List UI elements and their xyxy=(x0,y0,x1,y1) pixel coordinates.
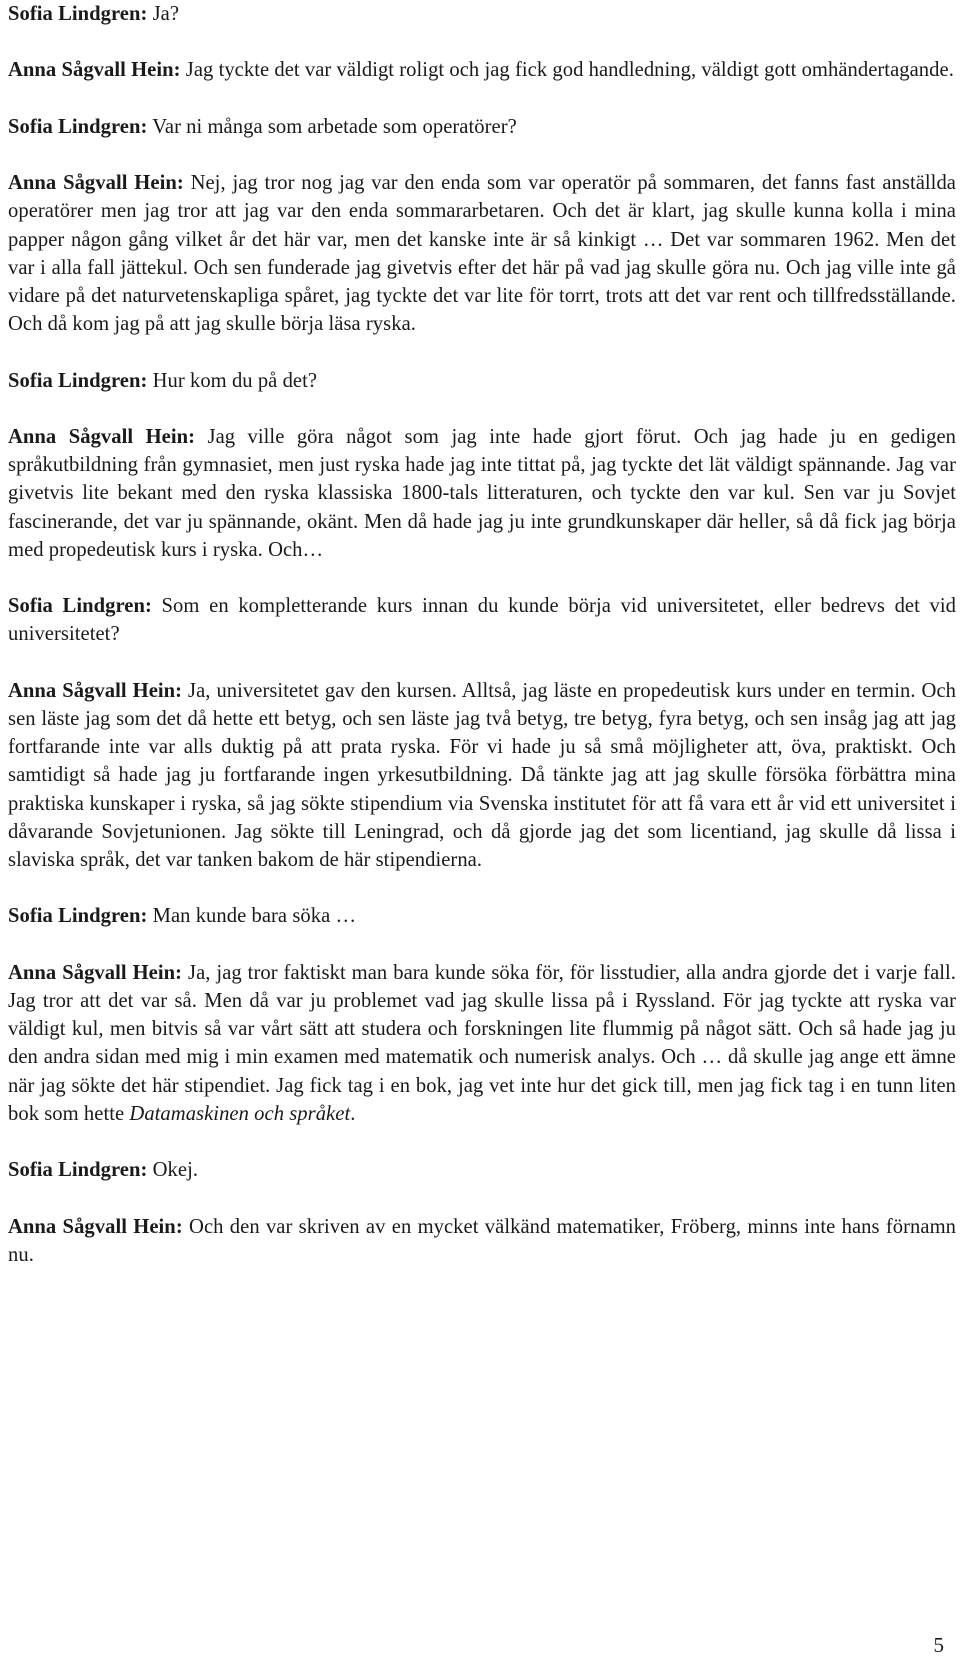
speaker-name: Sofia Lindgren: xyxy=(8,905,148,928)
speaker-name: Sofia Lindgren: xyxy=(8,369,148,392)
speaker-name: Anna Sågvall Hein: xyxy=(8,961,183,984)
utterance-text: Nej, jag tror nog jag var den enda som var operatör på sommaren, det fanns fast anställda operatörer men jag tror att jag var den enda sommararbetaren. Och det är klart, jag skulle kunna kolla i mina papper någon gång vilket år det här var, men det kanske inte är så kinkigt … Det var sommaren 1962. Men det var i alla fall jättekul. Och sen funderade jag givetvis efter det här på vad jag skulle göra nu. Och jag ville inte gå vidare på det naturvetenskapliga spåret, jag tyckte det var lite för torrt, trots att det var rent och tillfredsställande. Och då kom jag på att jag skulle börja läsa ryska. xyxy=(8,172,956,336)
utterance-text: Ja? xyxy=(152,3,180,25)
speaker-name: Sofia Lindgren: xyxy=(8,1159,148,1182)
utterance-text: Som en kompletterande kurs innan du kunde börja vid universitetet, eller bedrevs det vid universitetet? xyxy=(8,595,957,646)
dialogue-turn xyxy=(8,169,956,338)
speaker-name: Sofia Lindgren: xyxy=(8,595,152,618)
page-number: 5 xyxy=(933,1633,944,1657)
speaker-name: Anna Sågvall Hein: xyxy=(8,172,184,195)
utterance-text: Var ni många som arbetade som operatörer? xyxy=(152,115,517,138)
speaker-name: Sofia Lindgren: xyxy=(8,3,148,25)
dialogue-turn xyxy=(8,592,956,648)
dialogue-turn xyxy=(8,56,956,84)
dialogue-turn xyxy=(8,677,956,874)
utterance-text-end: . xyxy=(350,1102,356,1125)
dialogue-turn xyxy=(8,959,956,1128)
utterance-text: Och den var skriven av en mycket välkänd matematiker, Fröberg, minns inte hans förnamn nu. xyxy=(8,1215,956,1266)
dialogue-turn xyxy=(8,0,956,28)
utterance-text: Jag tyckte det var väldigt roligt och jag fick god handledning, väldigt gott omhändertagande. xyxy=(185,59,954,82)
dialogue-turn xyxy=(8,1156,956,1184)
dialogue-turn xyxy=(8,367,956,395)
utterance-text: Ja, jag tror faktiskt man bara kunde söka för, för lisstudier, alla andra gjorde det i varje fall. Jag tror att det var så. Men då var ju problemet vad jag skulle lissa på i Ryssland. För jag tyckte att ryska var väldigt kul, men bitvis så var vårt sätt att studera och forskningen lite flummig på något sätt. Och så hade jag ju den andra sidan med mig i min examen med matematik och numerisk analys. Och … då skulle jag ange ett ämne när jag sökte det här stipendiet. Jag fick tag i en bok, jag vet inte hur det gick till, men jag fick tag i en tunn liten bok som hette xyxy=(8,961,956,1125)
transcript-page xyxy=(8,0,956,1269)
utterance-text: Ja, universitetet gav den kursen. Alltså, jag läste en propedeutisk kurs under en termin. Och sen läste jag som det då hette ett betyg, och sen läste jag två betyg, tre betyg, fyra betyg, och sen insåg jag att jag fortfarande inte var alls duktig på att prata ryska. För vi hade ju så små möjligheter att, öva, praktiskt. Och samtidigt så hade jag ju fortfarande ingen yrkesutbildning. Då tänkte jag att jag skulle försöka förbättra mina praktiska kunskaper i ryska, så jag sökte stipendium via Svenska institutet för att få vara ett år vid ett universitet i dåvarande Sovjetunionen. Jag sökte till Leningrad, och då gjorde jag det som licentiand, jag skulle då lissa i slaviska språk, det var tanken bakom de här stipendierna. xyxy=(8,679,956,871)
dialogue-turn xyxy=(8,423,956,564)
speaker-name: Anna Sågvall Hein: xyxy=(8,59,181,82)
dialogue-turn xyxy=(8,1213,956,1269)
dialogue-turn xyxy=(8,902,956,930)
utterance-text: Hur kom du på det? xyxy=(152,369,318,392)
utterance-text: Jag ville göra något som jag inte hade gjort förut. Och jag hade ju en gedigen språkutbildning från gymnasiet, men just ryska hade jag inte tittat på, jag tyckte det lät väldigt spännande. Jag var givetvis lite bekant med den ryska klassiska 1800-tals litteraturen, och tyckte den var kul. Sen var ju Sovjet fascinerande, det var ju spännande, okänt. Men då hade jag ju inte grundkunskaper där heller, så då fick jag börja med propedeutisk kurs i ryska. Och… xyxy=(8,425,956,561)
speaker-name: Anna Sågvall Hein: xyxy=(8,1215,183,1238)
dialogue-turn xyxy=(8,113,956,141)
utterance-text: Man kunde bara söka … xyxy=(152,905,357,928)
book-title: Datamaskinen och språket xyxy=(129,1102,351,1125)
utterance-text: Okej. xyxy=(152,1159,199,1182)
speaker-name: Anna Sågvall Hein: xyxy=(8,425,196,448)
speaker-name: Anna Sågvall Hein: xyxy=(8,679,183,702)
speaker-name: Sofia Lindgren: xyxy=(8,115,148,138)
